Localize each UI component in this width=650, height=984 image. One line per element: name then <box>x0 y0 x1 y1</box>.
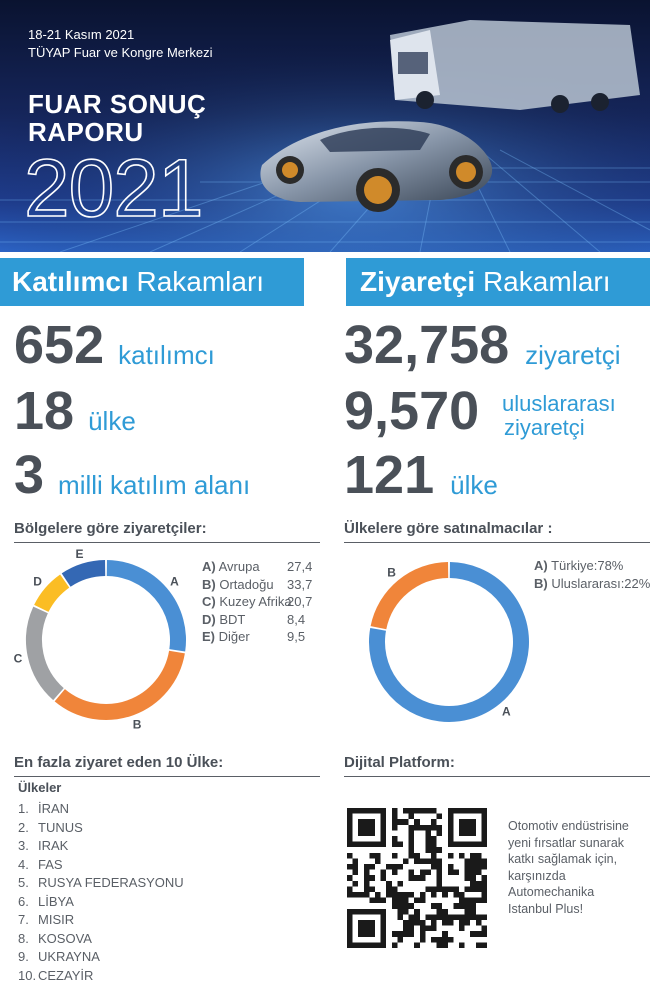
country-name: CEZAYİR <box>38 967 94 983</box>
buyers-chart-title: Ülkelere göre satınalmacılar : <box>344 520 650 543</box>
visitor-header-rest: Rakamları <box>475 266 611 297</box>
legend-row <box>202 558 313 576</box>
exhibitor-header-rest: Rakamları <box>128 266 265 297</box>
regions-slice-a <box>107 568 178 650</box>
stat-number: 121 <box>344 445 435 505</box>
stat-unit-line2: ziyaretçi <box>504 415 585 440</box>
list-item <box>18 874 184 893</box>
regions-legend <box>202 558 313 646</box>
regions-slice-b <box>60 652 177 712</box>
list-number: 9. <box>18 949 29 964</box>
legend-name: Uluslararası:22% <box>551 575 650 591</box>
regions-label-e: E <box>75 547 84 562</box>
exhibitor-header-bold: Katılımcı <box>12 266 129 297</box>
list-number: 5. <box>18 875 29 890</box>
stat-unit: katılımcı <box>118 340 215 370</box>
list-number: 7. <box>18 912 29 927</box>
regions-slice-d <box>41 581 64 608</box>
stat-unit: ülke <box>88 406 136 436</box>
report-title-line1: FUAR SONUÇ <box>28 89 207 119</box>
exhibitor-count-stat <box>14 315 215 375</box>
legend-key: D) <box>202 611 216 627</box>
legend-value: 9,5 <box>287 629 306 644</box>
event-date: 18-21 Kasım 2021 <box>28 27 135 42</box>
qr-code[interactable] <box>347 808 487 948</box>
stat-number: 652 <box>14 315 105 375</box>
top-countries-title: En fazla ziyaret eden 10 Ülke: <box>14 754 320 777</box>
list-number: 3. <box>18 838 29 853</box>
stat-unit: milli katılım alanı <box>58 470 251 500</box>
digital-platform-title: Dijital Platform: <box>344 754 650 777</box>
legend-value: 27,4 <box>287 559 313 574</box>
national-pavilion-stat <box>14 445 251 505</box>
list-number: 6. <box>18 893 29 909</box>
stat-unit-line1: uluslararası <box>502 391 616 416</box>
stat-number: 9,570 <box>344 381 480 441</box>
list-item <box>18 948 184 967</box>
regions-slice-e <box>66 568 105 580</box>
list-number: 2. <box>18 819 29 835</box>
country-name: IRAK <box>38 838 69 853</box>
top-countries-subtitle: Ülkeler <box>18 780 62 795</box>
legend-name: Kuzey Afrika <box>219 594 292 609</box>
legend-row <box>534 557 650 575</box>
country-name: TUNUS <box>38 819 83 835</box>
list-number: 4. <box>18 856 29 872</box>
legend-name: Türkiye:78% <box>551 558 624 573</box>
stat-number: 32,758 <box>344 315 510 375</box>
regions-label-c: C <box>13 651 23 666</box>
list-number: 1. <box>18 801 29 816</box>
legend-value: 20,7 <box>287 594 313 609</box>
report-year: 2021 <box>24 143 203 234</box>
legend-row <box>202 611 306 629</box>
international-visitor-stat <box>344 381 480 441</box>
legend-key: B) <box>534 575 548 591</box>
country-name: MISIR <box>38 912 75 927</box>
country-name: LİBYA <box>38 893 74 909</box>
visitor-header <box>346 258 650 306</box>
list-item <box>18 967 184 984</box>
stat-number: 18 <box>14 381 75 441</box>
regions-chart-title: Bölgelere göre ziyaretçiler: <box>14 520 320 543</box>
country-name: KOSOVA <box>38 930 92 946</box>
legend-row <box>202 576 313 594</box>
list-item <box>18 930 184 949</box>
list-item <box>18 800 184 819</box>
report-title <box>28 90 206 146</box>
list-item <box>18 856 184 875</box>
legend-name: Diğer <box>218 629 250 644</box>
list-number: 10. <box>18 967 37 983</box>
regions-donut-chart <box>6 540 206 740</box>
stat-number: 3 <box>14 445 45 505</box>
legend-row <box>202 593 313 611</box>
list-number: 8. <box>18 930 29 946</box>
list-item <box>18 837 184 856</box>
list-item <box>18 893 184 912</box>
legend-name: BDT <box>219 611 246 627</box>
legend-key: E) <box>202 629 215 644</box>
legend-value: 8,4 <box>287 611 306 627</box>
list-item <box>18 819 184 838</box>
international-visitor-unit <box>502 392 616 440</box>
country-name: FAS <box>38 856 63 872</box>
legend-row <box>202 628 306 646</box>
legend-name: Ortadoğu <box>219 576 274 592</box>
digital-platform-text: Otomotiv endüstrisine yeni fırsatlar sunarak katkı sağlamak için, karşınızda Automechanika Istanbul Plus! <box>508 819 629 916</box>
legend-row <box>534 575 650 593</box>
exhibitor-country-stat <box>14 381 136 441</box>
truck-graphic <box>390 20 640 113</box>
buyers-legend <box>534 557 650 592</box>
legend-key: A) <box>534 558 548 573</box>
regions-slice-c <box>34 610 58 694</box>
country-name: RUSYA FEDERASYONU <box>38 875 184 890</box>
list-item <box>18 911 184 930</box>
visitor-country-stat <box>344 445 498 505</box>
visitor-header-bold: Ziyaretçi <box>360 266 476 297</box>
buyers-label-a: A <box>502 704 511 719</box>
legend-value: 33,7 <box>287 576 313 592</box>
stat-unit: ülke <box>450 470 498 500</box>
hero-banner <box>0 0 650 252</box>
visitor-count-stat <box>344 315 621 375</box>
buyers-label-b: B <box>387 565 396 580</box>
buyers-donut-chart <box>349 542 549 742</box>
stat-unit: ziyaretçi <box>525 340 621 370</box>
exhibitor-header <box>0 258 304 306</box>
country-name: UKRAYNA <box>38 949 100 964</box>
legend-key: C) <box>202 594 216 609</box>
top-countries-list <box>18 800 184 984</box>
report-title-line2: RAPORU <box>28 117 144 147</box>
legend-name: Avrupa <box>218 559 260 574</box>
legend-key: B) <box>202 576 216 592</box>
regions-label-a: A <box>170 574 179 589</box>
legend-key: A) <box>202 559 216 574</box>
country-name: İRAN <box>38 801 70 816</box>
event-venue: TÜYAP Fuar ve Kongre Merkezi <box>28 45 213 60</box>
regions-label-b: B <box>132 717 142 732</box>
regions-label-d: D <box>33 574 42 589</box>
